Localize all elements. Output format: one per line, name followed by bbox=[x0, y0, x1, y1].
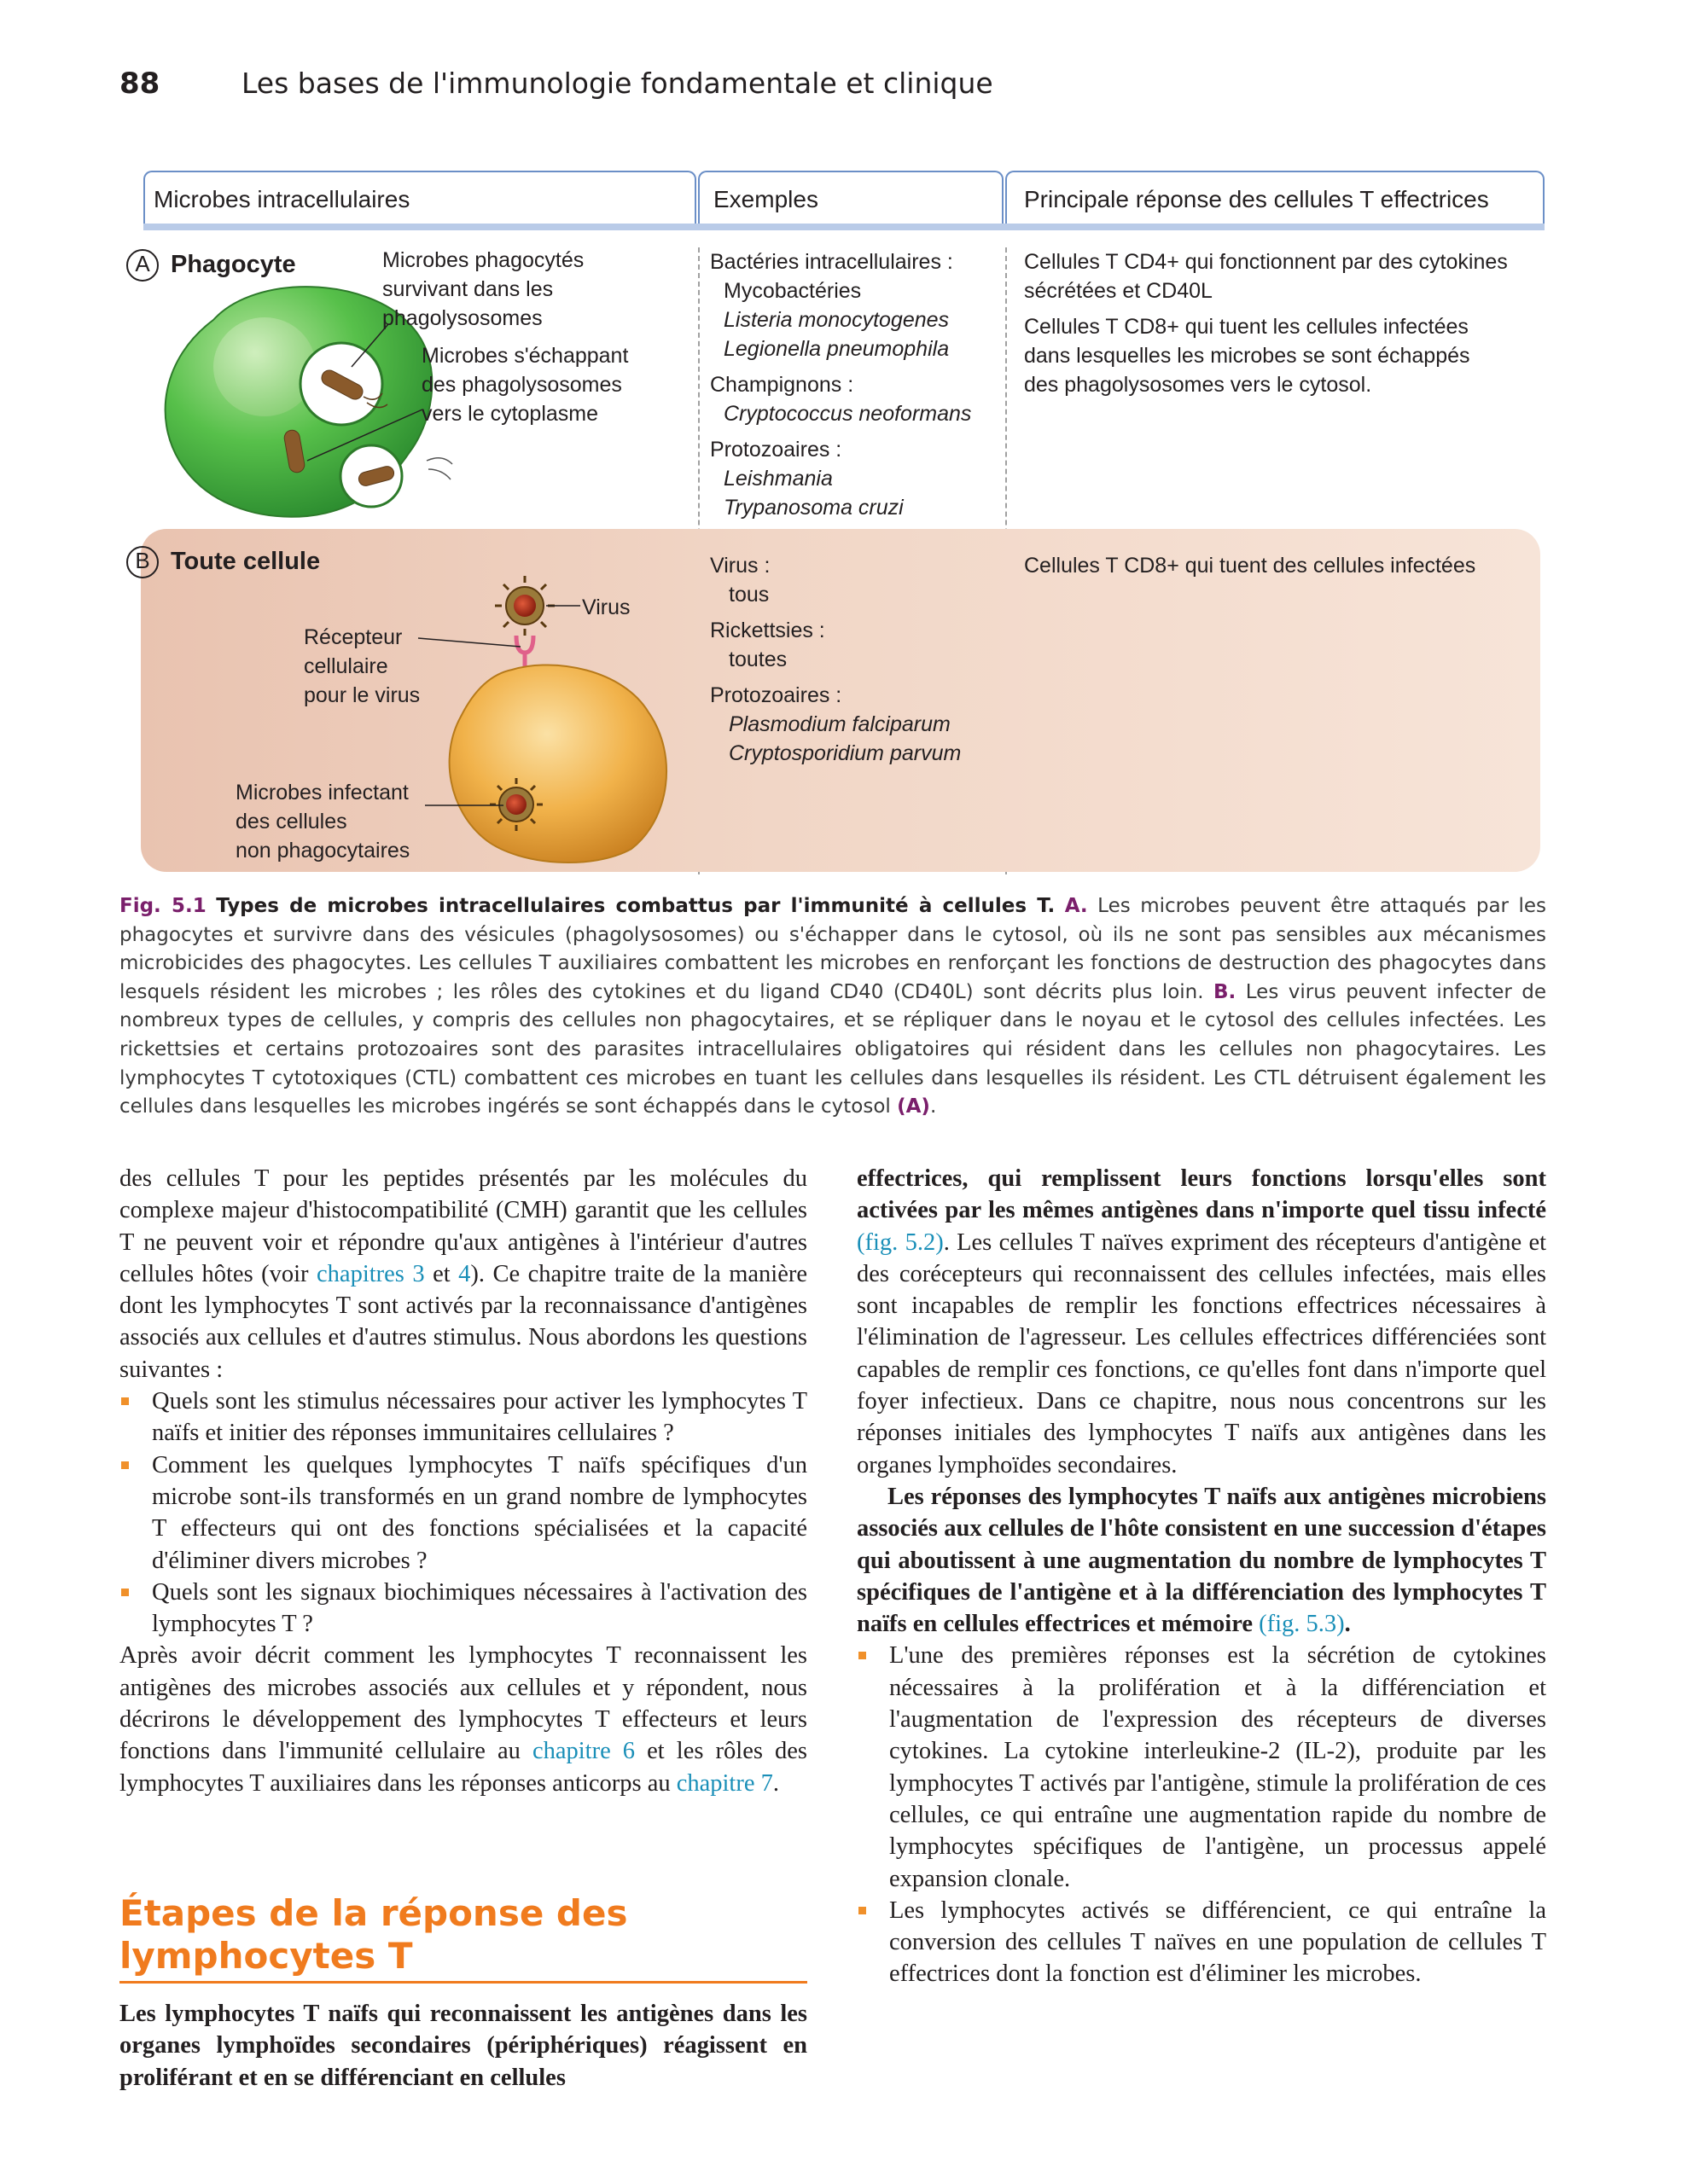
example-item: toutes bbox=[729, 648, 788, 671]
label-line: Microbes infectant bbox=[236, 781, 409, 804]
link-chapitre-7[interactable]: chapitre 7 bbox=[676, 1769, 773, 1797]
caption-figure-label: Fig. 5.1 bbox=[119, 895, 207, 917]
label-receptor bbox=[304, 623, 420, 710]
figure-caption bbox=[119, 892, 1546, 1122]
bold-lead-paragraph: Les lymphocytes T naïfs qui reconnaissent les antigènes dans les organes lymphoïdes secondaires (périphériques) réagissent en proliférant et en se différenciant en cellules bbox=[119, 2001, 807, 2091]
example-heading: Protozoaires : bbox=[710, 683, 842, 707]
list-item bbox=[857, 1640, 1546, 1894]
text-run: ). Ce chapitre traite de la manière dont les lymphocytes T sont activés par la reconnaissance d'antigènes associés aux cellules et d'autres stimulus. Nous abordons les questions suivantes : bbox=[119, 1260, 808, 1383]
label-line: Récepteur bbox=[304, 625, 403, 649]
list-item-text: Comment les quelques lymphocytes T naïfs spécifiques d'un microbe sont-ils transformés en un grand nombre de lymphocytes T effecteurs qui ont des fonctions spécialisées et la capacité d'éliminer divers microbes ? bbox=[152, 1451, 807, 1574]
column-header-examples: Exemples bbox=[713, 186, 818, 212]
section-a-letter: A bbox=[126, 249, 159, 282]
left-column bbox=[119, 1163, 807, 1799]
example-item: Plasmodium falciparum bbox=[729, 712, 951, 736]
text-run: Après avoir décrit comment les lymphocytes T reconnaissent les antigènes des microbes associés aux cellules et y répondent, nous décrirons le développement des lymphocytes T effecteurs et leurs fonctions dans l'immunité cellulaire au bbox=[119, 1642, 807, 1765]
example-item: tous bbox=[729, 583, 770, 607]
link-chapitres-3[interactable]: chapitres 3 bbox=[317, 1260, 425, 1287]
column-header-microbes: Microbes intracellulaires bbox=[154, 186, 410, 212]
response-line: dans lesquelles les microbes se sont échappés bbox=[1024, 344, 1470, 368]
list-item bbox=[119, 1449, 807, 1577]
example-item: Legionella pneumophila bbox=[724, 337, 950, 361]
label-line: Microbes phagocytés bbox=[382, 248, 585, 272]
list-item-text: Les lymphocytes activés se différencient, ce qui entraîne la conversion des cellules T naïves en une population de cellules T effectrices dont la fonction est d'éliminer les microbes. bbox=[889, 1896, 1546, 1988]
label-line: phagolysosomes bbox=[382, 306, 543, 330]
section-b-letter: B bbox=[126, 546, 159, 578]
after-list-paragraph bbox=[119, 1640, 807, 1798]
example-item: Trypanosoma cruzi bbox=[724, 496, 904, 520]
response-line: Cellules T CD8+ qui tuent des cellules infectées bbox=[1024, 554, 1476, 578]
example-item: Listeria monocytogenes bbox=[724, 308, 950, 332]
example-heading: Rickettsies : bbox=[710, 619, 825, 642]
left-column-lead bbox=[119, 1998, 807, 2094]
text-run: des cellules T pour les peptides présentés par les molécules du complexe majeur d'histocompatibilité (CMH) garantit que les cellules T ne peuvent voir et répondre qu'aux antigènes à l'intérieur d'autres cellules hôtes (voir bbox=[119, 1165, 807, 1287]
section-a-responses bbox=[1024, 247, 1508, 399]
example-item: Cryptosporidium parvum bbox=[729, 741, 962, 765]
bullet-icon bbox=[121, 1397, 129, 1405]
continued-paragraph bbox=[857, 1163, 1546, 1481]
list-item bbox=[119, 1577, 807, 1641]
caption-end: . bbox=[929, 1095, 937, 1118]
intro-paragraph bbox=[119, 1163, 807, 1385]
list-item bbox=[857, 1895, 1546, 1990]
bullet-icon bbox=[121, 1589, 129, 1596]
response-line: Cellules T CD4+ qui fonctionnent par des cytokines bbox=[1024, 250, 1508, 274]
bullet-icon bbox=[121, 1461, 129, 1469]
example-item: Mycobactéries bbox=[724, 279, 862, 303]
bullet-icon bbox=[858, 1652, 866, 1659]
bold-run: effectrices, qui remplissent leurs fonctions lorsqu'elles sont activées par les mêmes antigènes dans n'importe quel tissu infecté bbox=[857, 1165, 1546, 1224]
link-chapitre-6[interactable]: chapitre 6 bbox=[532, 1738, 636, 1765]
example-heading: Champignons : bbox=[710, 373, 854, 397]
label-line: des phagolysosomes bbox=[422, 373, 622, 397]
text-run: . Les cellules T naïves expriment des récepteurs d'antigène et des corécepteurs qui reconnaissent des cellules infectées, mais elles sont incapables de remplir les fonctions effectrices nécessaires à l'élimination de l'agresseur. Les cellules effectrices différenciées sont capables de remplir ces fonctions, ce qu'elles font dans n'importe quel foyer infectieux. Dans ce chapitre, nous nous concentrons sur les réponses initiales des lymphocytes T naïfs aux antigènes dans les organes lymphoïdes secondaires. bbox=[857, 1228, 1547, 1478]
caption-text-b: Les virus peuvent infecter de nombreux types de cellules, y compris des cellules non phagocytaires, et se répliquer dans le noyau et le cytosol des cellules infectées. Les rickettsies et certains protozoaires sont des parasites intracellulaires obligatoires qui résident dans les cellules non phagocytaires. Les lymphocytes T cytotoxiques (CTL) combattent ces microbes en tuant les cellules dans lesquelles ils résident. Les CTL détruisent également les cellules dans lesquelles les microbes ingérés se sont échappés dans le cytosol bbox=[119, 980, 1547, 1118]
section-a-examples bbox=[710, 247, 971, 522]
label-escaping-microbes bbox=[422, 341, 628, 428]
section-b-responses bbox=[1024, 551, 1475, 580]
example-heading: Protozoaires : bbox=[710, 438, 842, 462]
section-a-title: Phagocyte bbox=[171, 251, 296, 278]
caption-part-b: B. bbox=[1213, 980, 1236, 1003]
text-run: et bbox=[433, 1260, 451, 1287]
label-phagocytosed-microbes bbox=[382, 246, 584, 333]
bold-paragraph bbox=[857, 1481, 1546, 1640]
right-column bbox=[857, 1163, 1546, 1990]
text-run: . bbox=[772, 1769, 779, 1797]
column-header-response: Principale réponse des cellules T effectrices bbox=[1024, 186, 1489, 212]
section-b-examples bbox=[710, 551, 961, 768]
link-chapitre-4[interactable]: 4 bbox=[458, 1260, 471, 1287]
bullet-icon bbox=[858, 1907, 866, 1914]
link-fig-5-2[interactable]: (fig. 5.2) bbox=[857, 1228, 944, 1256]
section-heading: Étapes de la réponse des lymphocytes T bbox=[119, 1892, 807, 1984]
section-b-title: Toute cellule bbox=[171, 548, 321, 575]
caption-text-a: Les microbes peuvent être attaqués par les phagocytes et survivre dans des vésicules (phagolysosomes) ou s'échapper dans le cytosol, où ils ne sont pas sensibles aux mécanismes microbicides des phagocytes. Les cellules T auxiliaires combattent les microbes en renforçant les fonctions de destruction des phagocytes dans lesquels résident les microbes ; les rôles des cytokines et du ligand CD40 (CD40L) sont décrits plus loin. bbox=[119, 895, 1547, 1003]
bold-run: Les réponses des lymphocytes T naïfs aux antigènes microbiens associés aux cellules de l'hôte consistent en une succession d'étapes qui aboutissent à une augmentation du nombre de lymphocytes T spécifiques de l'antigène et à la différenciation des lymphocytes T naïfs en cellules effectrices et mémoire bbox=[857, 1483, 1546, 1638]
label-line: pour le virus bbox=[304, 683, 421, 707]
response-line: sécrétées et CD40L bbox=[1024, 279, 1213, 303]
text-run: et les rôles des lymphocytes T auxiliaires dans les réponses anticorps au bbox=[119, 1738, 808, 1797]
list-item-text: Quels sont les stimulus nécessaires pour activer les lymphocytes T naïfs et initier des réponses immunitaires cellulaires ? bbox=[152, 1388, 807, 1447]
list-item-text: L'une des premières réponses est la sécrétion de cytokines nécessaires à la prolifération et à la différenciation et l'augmentation de l'expression des récepteurs de diverses cytokines. La cytokine interleukine-2 (IL-2), produite par les lymphocytes T activés par l'antigène, stimule la prolifération de ces cellules, ce qui entraîne une augmentation rapide du nombre de lymphocytes spécifiques de l'antigène, un processus appelé expansion clonale. bbox=[889, 1642, 1546, 1892]
label-line: survivant dans les bbox=[382, 277, 554, 301]
link-fig-5-3[interactable]: (fig. 5.3) bbox=[1259, 1611, 1345, 1638]
caption-ref-a: (A) bbox=[897, 1095, 930, 1118]
label-line: cellulaire bbox=[304, 654, 388, 678]
example-item: Leishmania bbox=[724, 467, 833, 491]
response-line: Cellules T CD8+ qui tuent les cellules infectées bbox=[1024, 315, 1469, 339]
list-item-text: Quels sont les signaux biochimiques nécessaires à l'activation des lymphocytes T ? bbox=[152, 1578, 807, 1638]
example-heading: Bactéries intracellulaires : bbox=[710, 250, 953, 274]
list-item bbox=[119, 1385, 807, 1449]
caption-title: Types de microbes intracellulaires combattus par l'immunité à cellules T. bbox=[216, 895, 1056, 917]
label-line: non phagocytaires bbox=[236, 839, 410, 863]
label-infecting-microbes bbox=[236, 778, 410, 865]
bold-run: . bbox=[1344, 1611, 1351, 1638]
caption-part-a: A. bbox=[1064, 895, 1088, 917]
example-heading: Virus : bbox=[710, 554, 771, 578]
running-title: Les bases de l'immunologie fondamentale et clinique bbox=[241, 67, 993, 100]
label-virus: Virus bbox=[582, 595, 631, 619]
response-line: des phagolysosomes vers le cytosol. bbox=[1024, 373, 1372, 397]
label-line: Microbes s'échappant bbox=[422, 344, 629, 368]
example-item: Cryptococcus neoformans bbox=[724, 402, 972, 426]
label-line: des cellules bbox=[236, 810, 347, 834]
label-line: vers le cytoplasme bbox=[422, 402, 599, 426]
page-number: 88 bbox=[119, 67, 160, 101]
